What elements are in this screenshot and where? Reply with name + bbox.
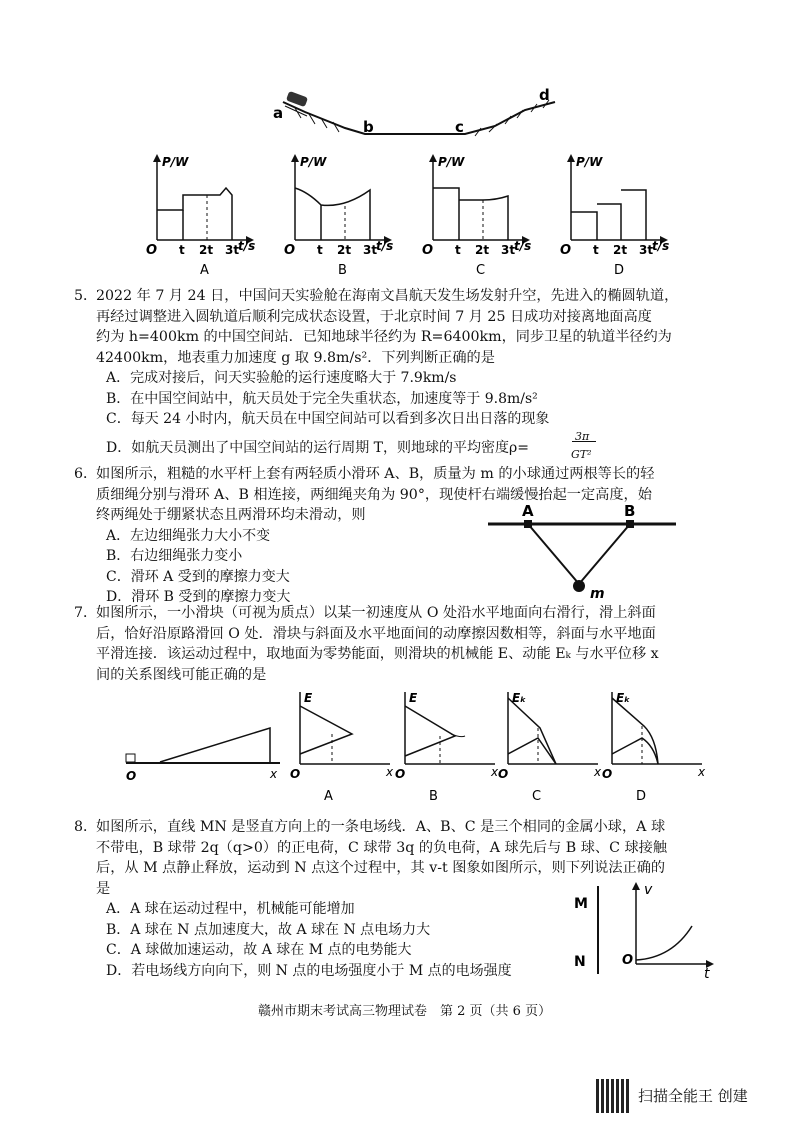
svg-text:Eₖ: Eₖ — [512, 691, 527, 705]
point-c: c — [455, 118, 464, 136]
svg-text:A: A — [522, 502, 534, 520]
svg-text:E: E — [304, 691, 313, 705]
option-b: B．右边细绳张力变小 — [106, 548, 243, 564]
option-a-label: A — [324, 789, 333, 804]
option-a: A．完成对接后，问天实验舱的运行速度略大于 7.9km/s — [106, 370, 457, 386]
graph-c — [422, 154, 531, 278]
graph-d — [560, 154, 669, 278]
svg-text:P/W: P/W — [162, 155, 189, 169]
scanner-watermark: 扫描全能王 创建 — [638, 1087, 748, 1105]
option-a-label: A — [200, 263, 209, 278]
svg-text:O: O — [498, 767, 509, 781]
stem-line: 再经过调整进入圆轨道后顺利完成状态设置，于北京时间 7 月 25 日成功对接离地面高度 — [96, 308, 652, 325]
graph-a — [146, 154, 255, 278]
question-number: 6． — [74, 466, 98, 482]
svg-text:m: m — [590, 586, 605, 602]
stem-line: 质细绳分别与滑环 A、B 相连接，两细绳夹角为 90°，现使杆右端缓慢抬起一定高度，始 — [96, 486, 652, 503]
svg-text:3t: 3t — [639, 243, 654, 257]
svg-text:O: O — [284, 243, 296, 258]
point-a: a — [273, 104, 284, 122]
option-c: C．A 球做加速运动，故 A 球在 M 点的电势能大 — [106, 942, 412, 958]
stem-line: 约为 h=400km 的中国空间站．已知地球半径约为 R=6400km，同步卫星的轨道半径约为 — [96, 329, 672, 345]
stem-line: 如图所示，粗糙的水平杆上套有两轻质小滑环 A、B，质量为 m 的小球通过两根等长的轻 — [96, 466, 655, 482]
option-d: D．如航天员测出了中国空间站的运行周期 T，则地球的平均密度ρ= 3π GT² — [106, 438, 678, 459]
option-c-label: C — [532, 789, 542, 804]
svg-text:t/s: t/s — [238, 239, 256, 253]
svg-text:x: x — [270, 767, 278, 781]
svg-text:P/W: P/W — [300, 155, 327, 169]
fraction-numerator: 3π — [575, 429, 590, 443]
svg-text:t: t — [179, 243, 185, 257]
track-figure — [265, 84, 565, 144]
svg-text:x: x — [386, 765, 394, 779]
svg-text:t: t — [593, 243, 599, 257]
qr-code-icon — [596, 1079, 630, 1113]
option-c: C．每天 24 小时内，航天员在中国空间站可以看到多次日出日落的现象 — [106, 411, 550, 427]
svg-text:3t: 3t — [501, 243, 516, 257]
svg-text:O: O — [290, 767, 301, 781]
question-7 — [74, 603, 659, 685]
q8-figure — [572, 880, 722, 980]
svg-text:P/W: P/W — [438, 155, 465, 169]
stem-line: 不带电，B 球带 2q（q>0）的正电荷，C 球带 3q 的负电荷，A 球先后与 B 球、C 球接触 — [96, 839, 668, 856]
svg-text:v: v — [644, 882, 653, 898]
option-d: D．若电场线方向向下，则 N 点的电场强度小于 M 点的电场强度 — [106, 962, 512, 979]
svg-text:t: t — [704, 966, 710, 982]
graph-b — [395, 691, 499, 804]
stem-line: 如图所示，直线 MN 是竖直方向上的一条电场线．A、B、C 是三个相同的金属小球，A 球 — [96, 819, 666, 835]
ball — [573, 580, 585, 592]
option-d-label: D — [614, 263, 625, 278]
incline-diagram — [126, 728, 280, 783]
stem-line: 间的关系图线可能正确的是 — [96, 666, 267, 683]
point-b: b — [363, 118, 374, 136]
svg-text:O: O — [622, 953, 634, 968]
svg-text:2t: 2t — [475, 243, 490, 257]
question-number: 7． — [74, 605, 98, 621]
graph-d — [602, 691, 706, 804]
svg-text:3t: 3t — [363, 243, 378, 257]
svg-text:O: O — [560, 243, 572, 258]
stem-line: 42400km，地表重力加速度 g 取 9.8m/s²．下列判断正确的是 — [96, 349, 495, 366]
stem-line: 2022 年 7 月 24 日，中国问天实验舱在海南文昌航天发生场发射升空，先进入的椭圆轨道， — [96, 288, 679, 304]
stem-line: 是 — [96, 880, 111, 897]
q7-figure — [120, 688, 706, 806]
svg-text:x: x — [491, 765, 499, 779]
option-b: B．在中国空间站中，航天员处于完全失重状态，加速度等于 9.8m/s² — [106, 390, 538, 407]
option-a: A．左边细绳张力大小不变 — [106, 527, 271, 544]
svg-text:P/W: P/W — [576, 155, 603, 169]
stem-line: 终两绳处于绷紧状态且两滑环均未滑动，则 — [96, 507, 366, 523]
stem-line: 如图所示，一小滑块（可视为质点）以某一初速度从 O 处沿水平地面向右滑行，滑上斜面 — [96, 605, 656, 621]
question-number: 8． — [74, 819, 98, 835]
svg-text:Eₖ: Eₖ — [616, 691, 631, 705]
svg-text:M: M — [574, 896, 588, 912]
q6-figure — [488, 500, 688, 602]
svg-text:t: t — [317, 243, 323, 257]
question-number: 5． — [74, 288, 98, 304]
graph-a — [290, 691, 394, 804]
option-a: A．A 球在运动过程中，机械能可能增加 — [106, 901, 355, 917]
svg-text:O: O — [395, 767, 406, 781]
svg-text:B: B — [624, 502, 636, 520]
option-b-label: B — [429, 789, 438, 804]
svg-text:x: x — [594, 765, 602, 779]
svg-text:E: E — [409, 691, 418, 705]
option-b: B．A 球在 N 点加速度大，故 A 球在 N 点电场力大 — [106, 921, 431, 938]
page-footer: 赣州市期末考试高三物理试卷 第 2 页（共 6 页） — [258, 1004, 552, 1019]
graph-c — [498, 691, 602, 804]
svg-text:t: t — [455, 243, 461, 257]
svg-text:2t: 2t — [613, 243, 628, 257]
stem-line: 后，从 M 点静止释放，运动到 N 点这个过程中，其 v-t 图象如图所示，则下列说法正确的 — [96, 860, 666, 876]
option-c: C．滑环 A 受到的摩擦力变大 — [106, 568, 290, 585]
svg-text:N: N — [574, 954, 586, 970]
svg-text:2t: 2t — [337, 243, 352, 257]
point-d: d — [539, 86, 550, 104]
svg-text:2t: 2t — [199, 243, 214, 257]
graph-b — [284, 154, 393, 278]
svg-text:t/s: t/s — [514, 239, 532, 253]
option-c-label: C — [476, 263, 486, 278]
stem-line: 后，恰好沿原路滑回 O 处．滑块与斜面及水平地面间的动摩擦因数相等，斜面与水平地面 — [96, 625, 656, 642]
option-b-label: B — [338, 263, 347, 278]
svg-text:t/s: t/s — [376, 239, 394, 253]
svg-text:O: O — [126, 769, 137, 783]
q4-graphs — [140, 150, 700, 280]
stem-line: 平滑连接．该运动过程中，取地面为零势能面，则滑块的机械能 E、动能 Eₖ 与水平位移 x — [96, 646, 659, 662]
svg-text:O: O — [146, 243, 158, 258]
svg-text:O: O — [422, 243, 434, 258]
fraction-denominator: GT² — [571, 447, 592, 461]
option-d: D．滑环 B 受到的摩擦力变大 — [106, 589, 291, 605]
svg-text:x: x — [698, 765, 706, 779]
svg-text:O: O — [602, 767, 613, 781]
svg-text:t/s: t/s — [652, 239, 670, 253]
option-d-label: D — [636, 789, 647, 804]
question-5 — [74, 286, 679, 461]
svg-text:3t: 3t — [225, 243, 240, 257]
